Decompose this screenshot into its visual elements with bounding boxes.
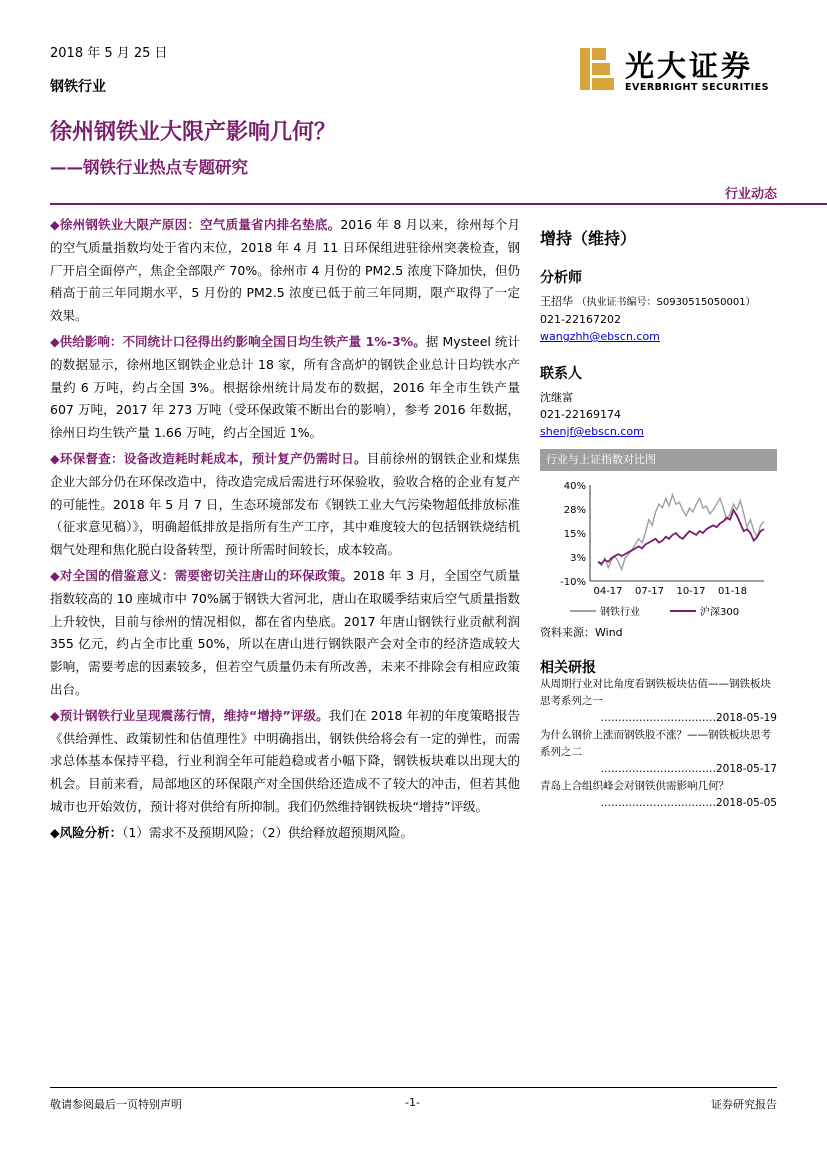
- paragraph-heading: ◆环保督查：设备改造耗时耗成本，预计复产仍需时日。: [50, 450, 367, 466]
- contact-phone: 021-22169174: [540, 408, 621, 421]
- related-research-heading: 相关研报: [540, 660, 596, 676]
- y-tick-label: 28%: [563, 505, 586, 516]
- legend-label: 钢铁行业: [600, 607, 640, 618]
- research-title: 从周期行业对比角度看钢铁板块估值——钢铁板块思考系列之一: [540, 678, 771, 707]
- paragraph-text: 据 Mysteel 统计的数据显示，徐州地区钢铁企业总计 18 家，所有含高炉的钢铁企业总计日均铁水产量约 6 万吨，约占全国 3%。根据徐州统计局发布的数据，2016 年全市生铁产量 607 万吨，2017 年 273 万吨（受环保政策不断出台的影响），参考 2016 年数据，徐州日均生铁产量 1.66 万吨，约占全国近 1%。: [50, 333, 520, 441]
- body-paragraph: [50, 448, 520, 562]
- logo-english-name: EVERBRIGHT SECURITIES: [625, 82, 769, 93]
- series-line-hs300: [598, 510, 764, 564]
- footer-divider: [50, 1087, 777, 1088]
- x-tick-label: 04-17: [593, 586, 623, 597]
- paragraph-text: 我们在 2018 年初的年度策略报告《供给弹性、政策韧性和估值理性》中明确指出，钢铁供给将会有一定的弹性，而需求总体基本保持平稳，行业利润全年可能趋稳或者小幅下降，钢铁板块难以出现大的机会。目前来看，局部地区的环保限产对全国供给还造成不了较大的冲击，但若其他城市也开始效仿，预计将对供给有所抑制。我们仍然维持钢铁板块“增持”评级。: [50, 707, 521, 814]
- y-tick-label: 15%: [563, 529, 586, 540]
- paragraph-heading: ◆徐州钢铁业大限产原因：空气质量省内排名垫底。: [50, 217, 341, 232]
- analyst-heading: 分析师: [540, 270, 582, 286]
- related-research-list: [540, 676, 777, 812]
- chart-source: 资料来源：Wind: [540, 626, 623, 639]
- y-tick-label: 3%: [570, 553, 586, 564]
- body-paragraph: [50, 705, 520, 819]
- report-type-label: 行业动态: [724, 187, 777, 202]
- research-item[interactable]: [540, 778, 777, 812]
- logo-chinese-name: 光大证券: [625, 49, 754, 83]
- industry-label: 钢铁行业: [50, 79, 106, 95]
- contact-name: 沈继富: [540, 391, 573, 404]
- chart-title: 行业与上证指数对比图: [540, 449, 777, 471]
- body-paragraph: [50, 331, 520, 445]
- body-paragraph: [50, 822, 520, 845]
- footer-disclaimer: 敬请参阅最后一页特别声明: [50, 1098, 182, 1111]
- analyst-phone: 021-22167202: [540, 313, 621, 326]
- paragraph-heading: ◆供给影响：不同统计口径得出约影响全国日均生铁产量 1%-3%。: [50, 333, 426, 349]
- footer-report-label: 证券研究报告: [711, 1098, 777, 1111]
- analyst-cert: （执业证书编号：S0930515050001）: [576, 297, 756, 308]
- paragraph-text: 2016 年 8 月以来，徐州每个月的空气质量指数均处于省内末位，2018 年 4 月 11 日环保组进驻徐州突袭检查，钢厂开启全面停产，焦企全部限产 70%。徐州市 4 月份的 PM2.5 浓度下降加快，但仍稍高于前三年同期水平，5 月份的 PM2.5 浓度已低于前三年同期，限产取得了一定效果。: [50, 217, 520, 324]
- rating: 增持（维持）: [540, 229, 637, 248]
- paragraph-heading: ◆对全国的借鉴意义：需要密切关注唐山的环保政策。: [50, 567, 354, 583]
- research-item[interactable]: [540, 727, 777, 778]
- comparison-chart: [540, 449, 777, 619]
- chart-plot: [540, 471, 777, 619]
- x-tick-label: 10-17: [676, 586, 706, 597]
- series-line-steel: [598, 495, 764, 570]
- y-tick-label: -10%: [560, 577, 586, 588]
- page-subtitle: ——钢铁行业热点专题研究: [50, 158, 248, 177]
- paragraph-heading: ◆风险分析：: [50, 824, 123, 840]
- research-date: ……………………………2018-05-19: [600, 712, 777, 724]
- research-title: 为什么钢价上涨而钢铁股不涨？——钢铁板块思考系列之二: [540, 729, 771, 758]
- paragraph-text: 2018 年 3 月，全国空气质量指数较高的 10 座城市中 70%属于钢铁大省河北，唐山在取暖季结束后空气质量指数上升较快，目前与徐州的情况相似，都在省内垫底。2017 年唐山钢铁行业贡献利润 355 亿元，约占全市比重 50%，所以在唐山进行钢铁限产会对全市的经济造成较大影响，需要考虑的因素较多，但若空气质量仍未有所改善，未来不排除会有相应政策出台。: [50, 567, 520, 697]
- paragraph-text: 目前徐州的钢铁企业和煤焦企业大部分仍在环保改造中，待改造完成后需进行环保验收，验收合格的企业有复产的可能性。2018 年 5 月 7 日，生态环境部发布《钢铁工业大气污染物超低排放标准（征求意见稿）》，明确超低排放是指所有生产工序，其中难度较大的包括钢铁烧结机烟气处理和焦化脱白设备转型，预计所需时间较长，成本较高。: [50, 450, 520, 558]
- research-item[interactable]: [540, 676, 777, 727]
- sidebar: [540, 214, 777, 440]
- analyst-line: [540, 293, 777, 311]
- x-tick-label: 01-18: [717, 586, 748, 597]
- page-title: 徐州钢铁业大限产影响几何？: [50, 120, 337, 145]
- report-date: 2018 年 5 月 25 日: [50, 46, 168, 61]
- report-body: [50, 214, 520, 848]
- research-date: ……………………………2018-05-05: [600, 797, 777, 809]
- analyst-email-link[interactable]: wangzhh@ebscn.com: [540, 330, 660, 343]
- body-paragraph: [50, 565, 520, 702]
- research-title: 青岛上合组织峰会对钢铁供需影响几何？: [540, 780, 729, 792]
- legend-label: 沪深300: [700, 607, 740, 618]
- contact-email-link[interactable]: shenjf@ebscn.com: [540, 425, 644, 438]
- x-tick-label: 07-17: [634, 586, 665, 597]
- header-divider: [50, 203, 827, 205]
- y-tick-label: 40%: [563, 481, 586, 492]
- research-date: ……………………………2018-05-17: [600, 763, 777, 775]
- body-paragraph: [50, 214, 520, 328]
- everbright-logo-icon: [580, 48, 616, 90]
- contact-heading: 联系人: [540, 366, 582, 382]
- page-number: -1-: [405, 1096, 420, 1109]
- paragraph-heading: ◆预计钢铁行业呈现震荡行情，维持“增持”评级。: [50, 707, 329, 723]
- paragraph-text: （1）需求不及预期风险；（2）供给释放超预期风险。: [122, 824, 414, 840]
- analyst-name: 王招华: [540, 295, 573, 308]
